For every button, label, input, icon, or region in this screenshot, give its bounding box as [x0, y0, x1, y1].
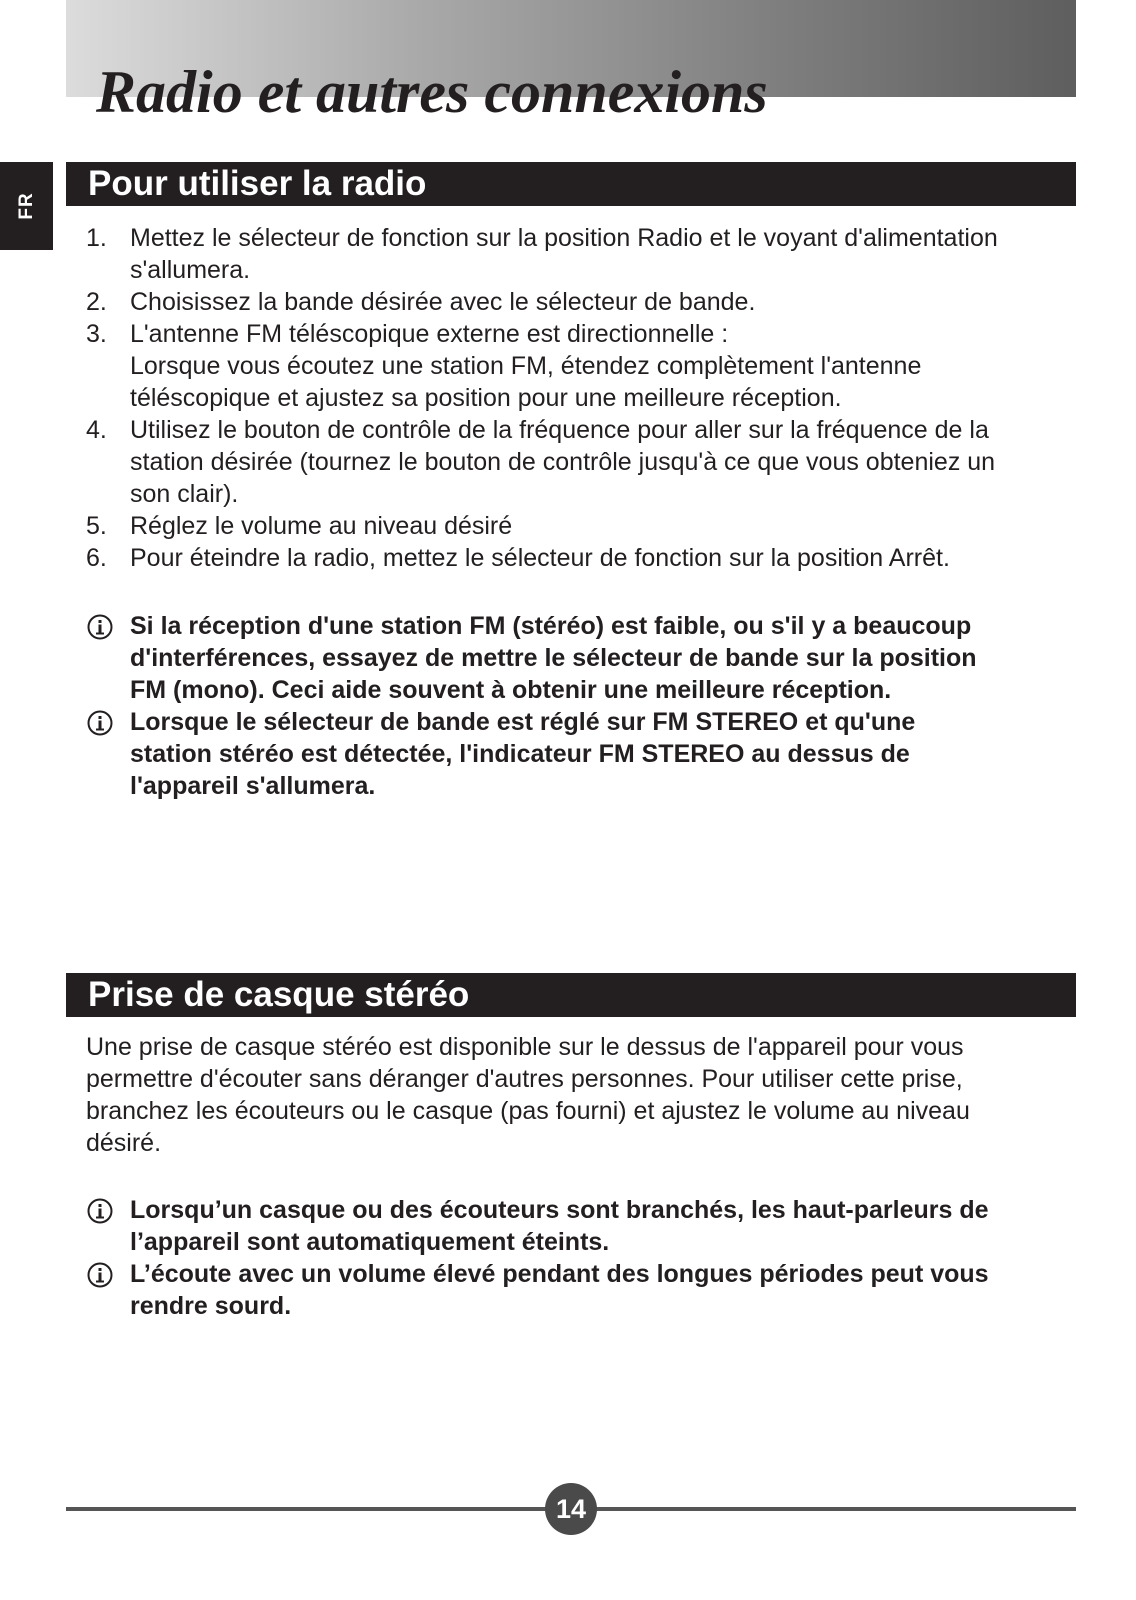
step-item	[86, 318, 1076, 414]
info-icon	[87, 614, 113, 640]
note-item	[86, 1194, 1076, 1258]
note-text-line: Si la réception d'une station FM (stéréo) est faible, ou s'il y a beaucoup	[130, 612, 972, 640]
note-text-line: L’écoute avec un volume élevé pendant des longues périodes peut vous	[130, 1260, 989, 1288]
note-text-line: rendre sourd.	[130, 1292, 292, 1320]
step-item	[86, 286, 1076, 318]
step-number: 6.	[86, 544, 107, 572]
info-icon	[87, 1262, 113, 1288]
section-header-radio	[66, 162, 1076, 206]
note-text-line: Lorsqu’un casque ou des écouteurs sont branchés, les haut-parleurs de	[130, 1196, 989, 1224]
note-text-line: Lorsque le sélecteur de bande est réglé sur FM STEREO et qu'une	[130, 708, 916, 736]
step-number: 2.	[86, 288, 107, 316]
step-text-line: station désirée (tournez le bouton de contrôle jusqu'à ce que vous obteniez un	[130, 448, 996, 476]
paragraph-line: branchez les écouteurs ou le casque (pas fourni) et ajustez le volume au niveau	[86, 1097, 970, 1125]
paragraph-line: permettre d'écouter sans déranger d'autres personnes. Pour utiliser cette prise,	[86, 1065, 963, 1093]
info-icon	[87, 1198, 113, 1224]
note-item	[86, 1258, 1076, 1322]
headphones-paragraph	[86, 1031, 1076, 1159]
step-text-line: Choisissez la bande désirée avec le sélecteur de bande.	[130, 288, 756, 316]
step-number: 1.	[86, 224, 107, 252]
section-heading-headphones: Prise de casque stéréo	[88, 975, 470, 1014]
section-header-headphones	[66, 973, 1076, 1017]
note-text-line: FM (mono). Ceci aide souvent à obtenir une meilleure réception.	[130, 676, 892, 704]
step-item	[86, 542, 1076, 574]
step-text-line: Lorsque vous écoutez une station FM, étendez complètement l'antenne	[130, 352, 922, 380]
note-item	[86, 610, 1076, 706]
info-icon	[87, 710, 113, 736]
step-item	[86, 414, 1076, 510]
page-number-badge: 14	[545, 1483, 597, 1535]
step-text-line: Réglez le volume au niveau désiré	[130, 512, 513, 540]
step-text-line: Utilisez le bouton de contrôle de la fréquence pour aller sur la fréquence de la	[130, 416, 989, 444]
step-text-line: Pour éteindre la radio, mettez le sélecteur de fonction sur la position Arrêt.	[130, 544, 950, 572]
language-tab-label: FR	[15, 192, 37, 220]
radio-notes-list	[86, 610, 1076, 802]
step-number: 3.	[86, 320, 107, 348]
step-number: 5.	[86, 512, 107, 540]
note-item	[86, 706, 1076, 802]
paragraph-line: désiré.	[86, 1129, 162, 1157]
radio-steps-list	[86, 222, 1076, 574]
step-text-line: téléscopique et ajustez sa position pour une meilleure réception.	[130, 384, 842, 412]
section-heading-radio: Pour utiliser la radio	[88, 164, 427, 203]
step-item	[86, 222, 1076, 286]
headphones-notes-list	[86, 1194, 1076, 1322]
note-text-line: station stéréo est détectée, l'indicateur FM STEREO au dessus de	[130, 740, 910, 768]
note-text-line: l'appareil s'allumera.	[130, 772, 376, 800]
language-tab	[0, 162, 53, 250]
step-number: 4.	[86, 416, 107, 444]
note-text-line: d'interférences, essayez de mettre le sélecteur de bande sur la position	[130, 644, 977, 672]
step-text-line: son clair).	[130, 480, 239, 508]
step-item	[86, 510, 1076, 542]
step-text-line: s'allumera.	[130, 256, 251, 284]
step-text-line: Mettez le sélecteur de fonction sur la position Radio et le voyant d'alimentation	[130, 224, 998, 252]
note-text-line: l’appareil sont automatiquement éteints.	[130, 1228, 610, 1256]
paragraph-line: Une prise de casque stéréo est disponible sur le dessus de l'appareil pour vous	[86, 1033, 964, 1061]
step-text-line: L'antenne FM téléscopique externe est directionnelle :	[130, 320, 729, 348]
page-title: Radio et autres connexions	[96, 59, 768, 125]
